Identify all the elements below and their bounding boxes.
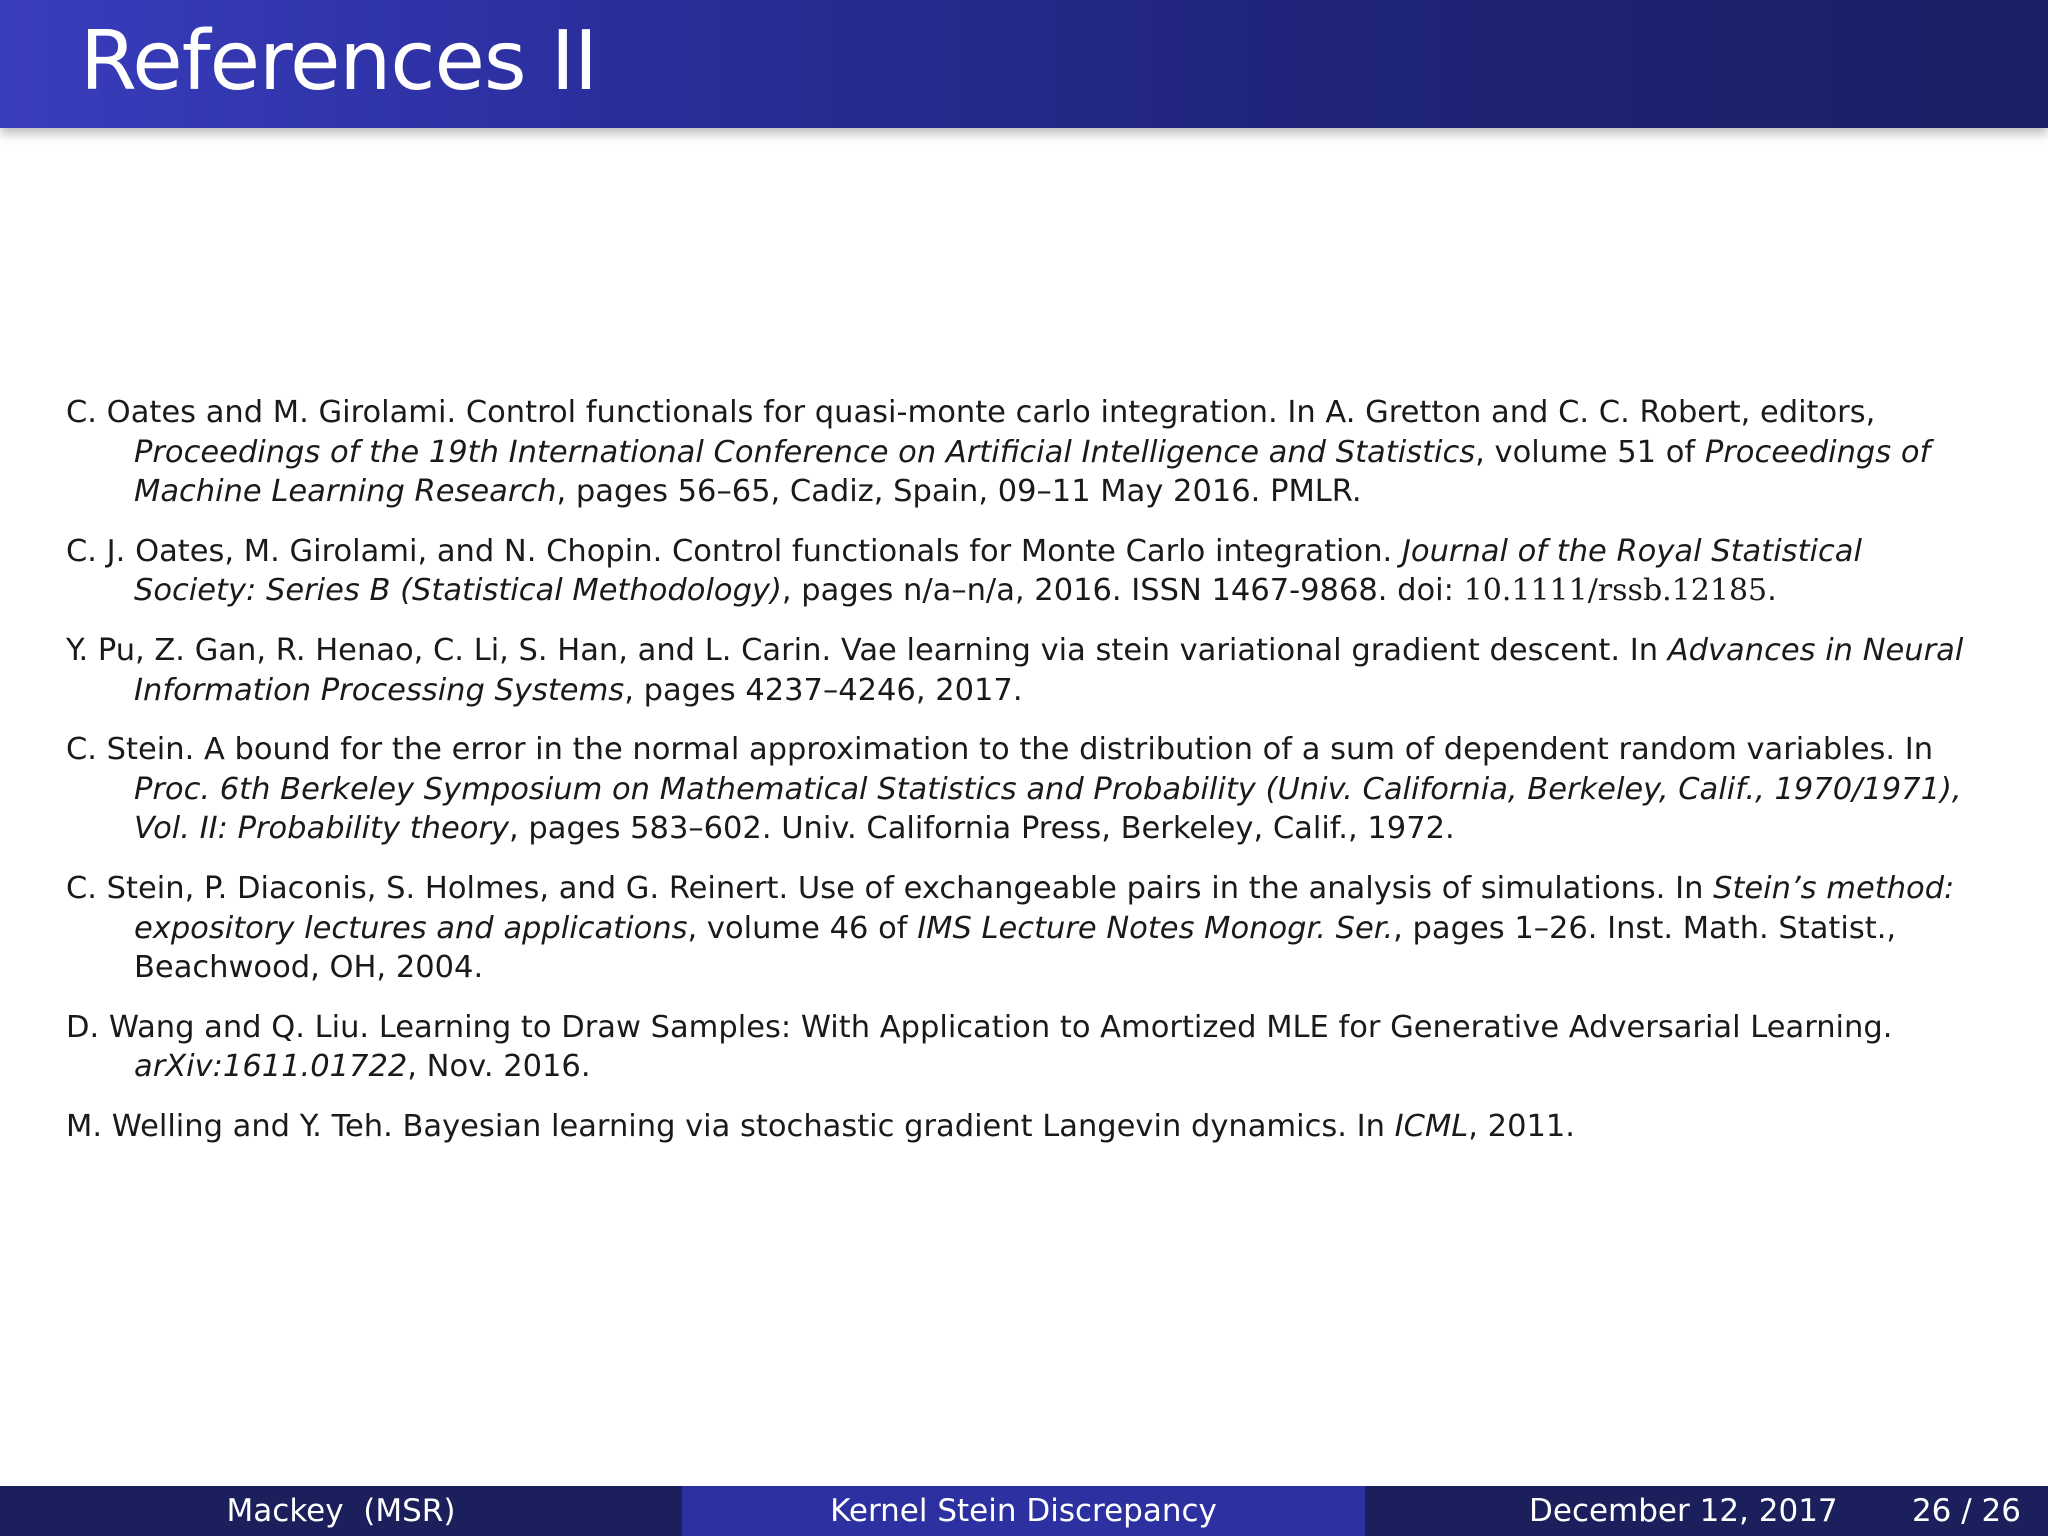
reference-text: Stein’s method: <box>1713 870 1955 906</box>
reference-text: expository lectures and applications <box>134 910 688 946</box>
reference-line <box>134 571 2002 611</box>
reference-text: arXiv:1611.01722 <box>134 1049 408 1085</box>
reference-text: Vol. II: Probability theory <box>134 811 509 847</box>
reference-line <box>66 730 2002 770</box>
reference-line <box>134 809 2002 849</box>
footer-author-section <box>0 1486 682 1536</box>
reference-text: Y. Pu, Z. Gan, R. Henao, C. Li, S. Han, and L. Carin. Vae learning via stein variational gradient descent. In <box>66 632 1668 668</box>
footer-title-section <box>682 1486 1365 1536</box>
reference-line <box>134 909 2002 949</box>
reference-text: Advances in Neural <box>1667 632 1964 668</box>
reference-text: , pages 1–26. Inst. Math. Statist., <box>1393 910 1897 946</box>
reference-line <box>134 472 2002 512</box>
footer-date-section <box>1365 1486 2048 1536</box>
reference-line <box>66 631 2002 671</box>
reference-entry <box>66 393 2002 512</box>
reference-text: , Nov. 2016. <box>407 1049 591 1085</box>
footer-author: Mackey (MSR) <box>226 1493 456 1529</box>
reference-text: , 2011. <box>1468 1108 1575 1144</box>
reference-text: IMS Lecture Notes Monogr. Ser. <box>917 910 1394 946</box>
reference-line <box>134 671 2002 711</box>
reference-text: C. Oates and M. Girolami. Control functionals for quasi-monte carlo integration. In A. Gretton and C. C. Robert, editors, <box>66 395 1876 430</box>
reference-text: , volume 51 of <box>1475 434 1705 470</box>
reference-text: Journal of the Royal Statistical <box>1401 533 1862 569</box>
reference-line <box>66 393 2002 433</box>
footer-talk-title: Kernel Stein Discrepancy <box>830 1493 1217 1529</box>
reference-line <box>66 1008 2002 1048</box>
reference-text: , pages n/a–n/a, 2016. ISSN 1467-9868. doi: <box>781 573 1464 609</box>
reference-text: ICML <box>1394 1108 1469 1144</box>
reference-line <box>66 869 2002 909</box>
reference-entry <box>66 869 2002 988</box>
reference-doi: 10.1111/rssb.12185 <box>1463 573 1768 609</box>
reference-line <box>66 532 2002 572</box>
reference-line <box>66 1107 2002 1147</box>
reference-text: Machine Learning Research <box>134 474 557 510</box>
reference-text: Information Processing Systems <box>134 672 625 708</box>
reference-text: C. Stein, P. Diaconis, S. Holmes, and G. Reinert. Use of exchangeable pairs in the analysis of simulations. In <box>66 870 1714 906</box>
reference-text: C. Stein. A bound for the error in the normal approximation to the distribution of a sum of dependent random variables. In <box>66 732 1934 768</box>
reference-line <box>134 770 2002 810</box>
footer-page-number: 26 / 26 <box>1911 1493 2021 1529</box>
reference-entry <box>66 730 2002 849</box>
reference-list <box>66 393 2002 1167</box>
reference-text: Proc. 6th Berkeley Symposium on Mathematical Statistics and Probability (Univ. California, Berkeley, Calif., 1970/1971), <box>134 771 1962 807</box>
reference-entry <box>66 631 2002 710</box>
reference-text: , pages 4237–4246, 2017. <box>624 672 1023 708</box>
reference-entry <box>66 1107 2002 1147</box>
slide-footer <box>0 1486 2048 1536</box>
reference-text: , pages 56–65, Cadiz, Spain, 09–11 May 2016. PMLR. <box>556 474 1362 510</box>
slide-title-bar <box>0 0 2048 128</box>
reference-text: Society: Series B (Statistical Methodology) <box>134 573 782 609</box>
reference-text: M. Welling and Y. Teh. Bayesian learning via stochastic gradient Langevin dynamics. In <box>66 1108 1395 1144</box>
reference-line <box>134 1047 2002 1087</box>
footer-date: December 12, 2017 <box>1529 1493 1838 1529</box>
reference-text: C. J. Oates, M. Girolami, and N. Chopin. Control functionals for Monte Carlo integration. <box>66 533 1402 569</box>
slide-title: References II <box>80 14 598 109</box>
reference-text: Proceedings of the 19th International Conference on Artificial Intelligence and Statistics <box>134 434 1476 470</box>
reference-line <box>134 948 2002 988</box>
reference-text: Proceedings of <box>1704 434 1931 470</box>
reference-text: Beachwood, OH, 2004. <box>134 950 484 986</box>
reference-entry <box>66 1008 2002 1087</box>
reference-line <box>134 433 2002 473</box>
reference-text: D. Wang and Q. Liu. Learning to Draw Samples: With Application to Amortized MLE for Generative Adversarial Learning. <box>66 1009 1893 1045</box>
reference-text: , pages 583–602. Univ. California Press, Berkeley, Calif., 1972. <box>509 811 1455 847</box>
reference-entry <box>66 532 2002 611</box>
reference-text: , volume 46 of <box>687 910 918 946</box>
reference-text: . <box>1767 573 1777 609</box>
